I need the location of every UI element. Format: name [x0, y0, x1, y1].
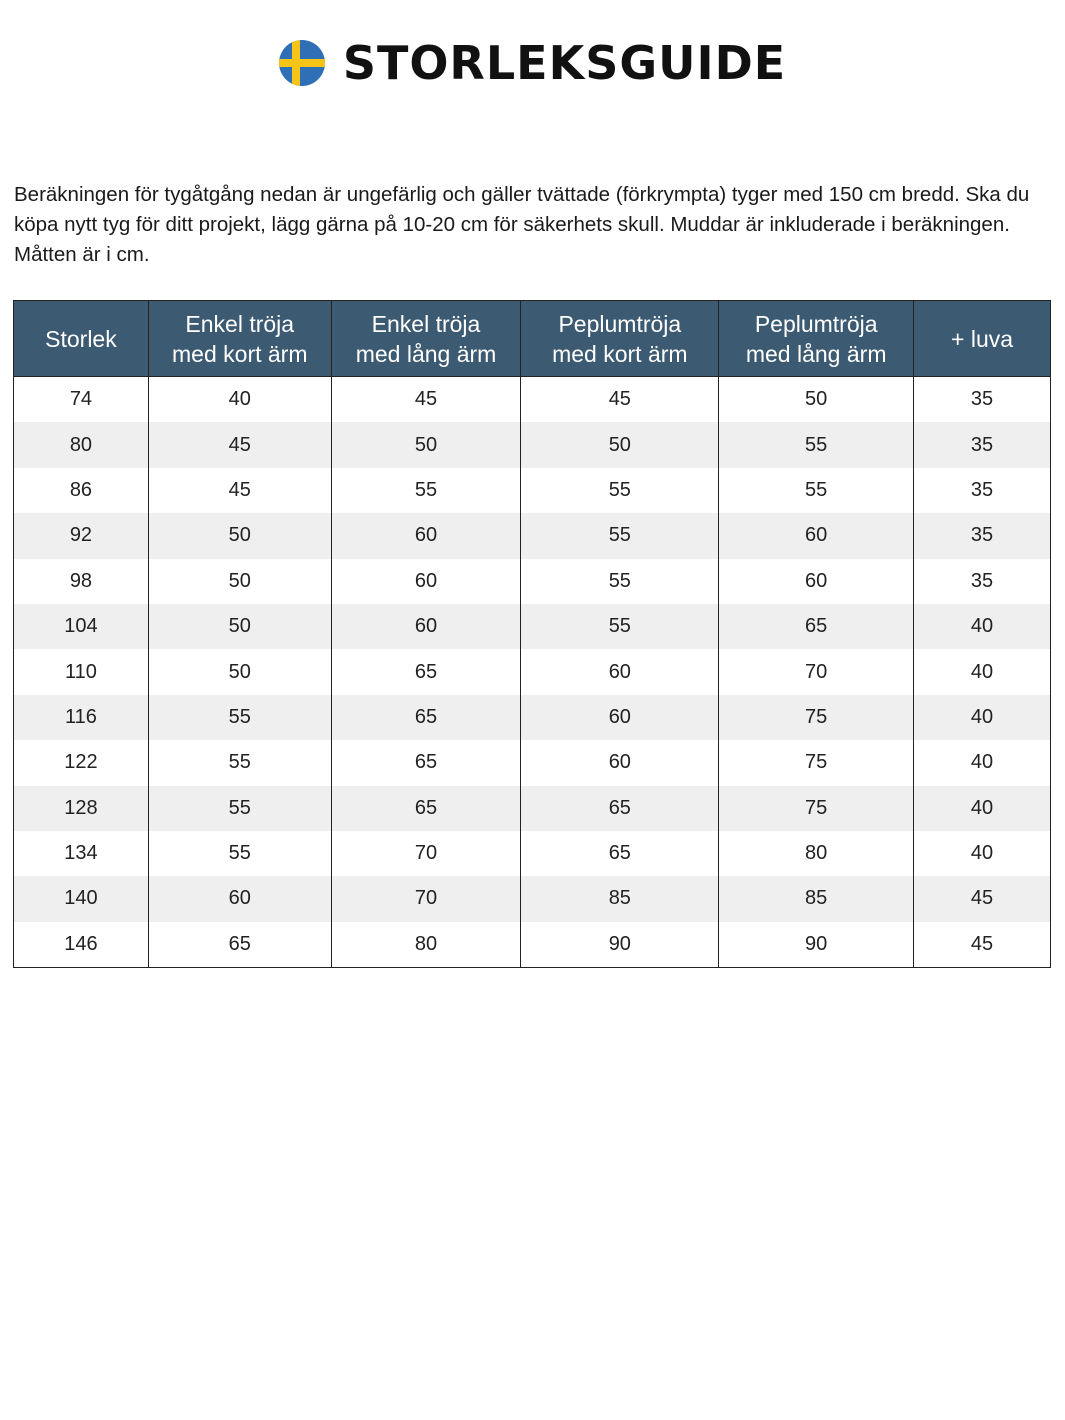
table-cell: 55 [521, 604, 719, 649]
page-title: STORLEKSGUIDE [342, 36, 787, 90]
table-cell: 40 [914, 831, 1051, 876]
table-row [14, 649, 1051, 694]
table-cell: 60 [331, 513, 521, 558]
table-cell: 92 [14, 513, 149, 558]
table-cell: 55 [148, 786, 331, 831]
table-row [14, 604, 1051, 649]
table-cell: 65 [521, 786, 719, 831]
table-cell: 45 [331, 377, 521, 423]
intro-paragraph: Beräkningen för tygåtgång nedan är ungefärlig och gäller tvättade (förkrympta) tyger med 150 cm bredd. Ska du köpa nytt tyg för ditt projekt, lägg gärna på 10-20 cm för säkerhets skull. Muddar är inkluderade i beräkningen. Måtten är i cm. [14, 183, 1030, 266]
table-cell: 45 [148, 422, 331, 467]
table-cell: 55 [521, 559, 719, 604]
table-row [14, 377, 1051, 423]
table-cell: 65 [331, 695, 521, 740]
table-cell: 75 [719, 695, 914, 740]
table-cell: 128 [14, 786, 149, 831]
table-cell: 40 [914, 740, 1051, 785]
table-cell: 60 [521, 740, 719, 785]
table-row [14, 740, 1051, 785]
table-cell: 74 [14, 377, 149, 423]
table-cell: 55 [148, 740, 331, 785]
table-cell: 60 [331, 604, 521, 649]
table-row [14, 831, 1051, 876]
table-header-row [14, 301, 1051, 377]
table-cell: 86 [14, 468, 149, 513]
table-cell: 65 [331, 786, 521, 831]
table-cell: 122 [14, 740, 149, 785]
table-cell: 50 [521, 422, 719, 467]
table-cell: 98 [14, 559, 149, 604]
table-cell: 60 [331, 559, 521, 604]
table-body [14, 377, 1051, 968]
column-header-simple-long-sleeve: Enkel tröja med lång ärm [331, 301, 521, 377]
table-cell: 65 [719, 604, 914, 649]
table-cell: 50 [331, 422, 521, 467]
table-cell: 40 [148, 377, 331, 423]
table-cell: 65 [148, 922, 331, 968]
table-cell: 50 [719, 377, 914, 423]
table-cell: 85 [521, 876, 719, 921]
page-header [0, 36, 1065, 90]
table-cell: 55 [148, 695, 331, 740]
table-cell: 65 [331, 649, 521, 694]
table-cell: 55 [521, 513, 719, 558]
table-cell: 50 [148, 604, 331, 649]
table-row [14, 695, 1051, 740]
table-cell: 35 [914, 422, 1051, 467]
table-cell: 45 [148, 468, 331, 513]
table-cell: 45 [914, 876, 1051, 921]
table-cell: 70 [331, 831, 521, 876]
table-cell: 140 [14, 876, 149, 921]
column-header-peplum-short-sleeve: Peplumtröja med kort ärm [521, 301, 719, 377]
table-cell: 60 [521, 649, 719, 694]
table-row [14, 559, 1051, 604]
sweden-flag-icon [279, 40, 325, 86]
table-cell: 65 [521, 831, 719, 876]
table-cell: 55 [719, 422, 914, 467]
table-cell: 90 [719, 922, 914, 968]
table-cell: 55 [521, 468, 719, 513]
table-cell: 134 [14, 831, 149, 876]
table-row [14, 422, 1051, 467]
table-cell: 40 [914, 786, 1051, 831]
table-cell: 90 [521, 922, 719, 968]
table-cell: 80 [719, 831, 914, 876]
table-cell: 60 [148, 876, 331, 921]
table-cell: 45 [914, 922, 1051, 968]
table-row [14, 513, 1051, 558]
table-cell: 35 [914, 513, 1051, 558]
table-cell: 45 [521, 377, 719, 423]
table-cell: 70 [331, 876, 521, 921]
column-header-hood: + luva [914, 301, 1051, 377]
table-cell: 55 [331, 468, 521, 513]
table-cell: 40 [914, 695, 1051, 740]
table-cell: 70 [719, 649, 914, 694]
table-cell: 50 [148, 513, 331, 558]
table-cell: 35 [914, 468, 1051, 513]
column-header-size: Storlek [14, 301, 149, 377]
table-cell: 104 [14, 604, 149, 649]
table-cell: 55 [719, 468, 914, 513]
table-cell: 60 [719, 559, 914, 604]
table-cell: 116 [14, 695, 149, 740]
table-row [14, 876, 1051, 921]
column-header-simple-short-sleeve: Enkel tröja med kort ärm [148, 301, 331, 377]
table-cell: 85 [719, 876, 914, 921]
table-cell: 60 [719, 513, 914, 558]
table-cell: 146 [14, 922, 149, 968]
table-cell: 80 [331, 922, 521, 968]
size-table [13, 300, 1051, 968]
table-cell: 80 [14, 422, 149, 467]
table-row [14, 468, 1051, 513]
table-cell: 75 [719, 786, 914, 831]
table-cell: 110 [14, 649, 149, 694]
table-cell: 40 [914, 649, 1051, 694]
table-row [14, 922, 1051, 968]
table-cell: 60 [521, 695, 719, 740]
table-cell: 40 [914, 604, 1051, 649]
table-cell: 35 [914, 377, 1051, 423]
table-cell: 55 [148, 831, 331, 876]
table-cell: 50 [148, 559, 331, 604]
column-header-peplum-long-sleeve: Peplumtröja med lång ärm [719, 301, 914, 377]
table-cell: 65 [331, 740, 521, 785]
table-row [14, 786, 1051, 831]
table-cell: 75 [719, 740, 914, 785]
table-cell: 50 [148, 649, 331, 694]
table-cell: 35 [914, 559, 1051, 604]
